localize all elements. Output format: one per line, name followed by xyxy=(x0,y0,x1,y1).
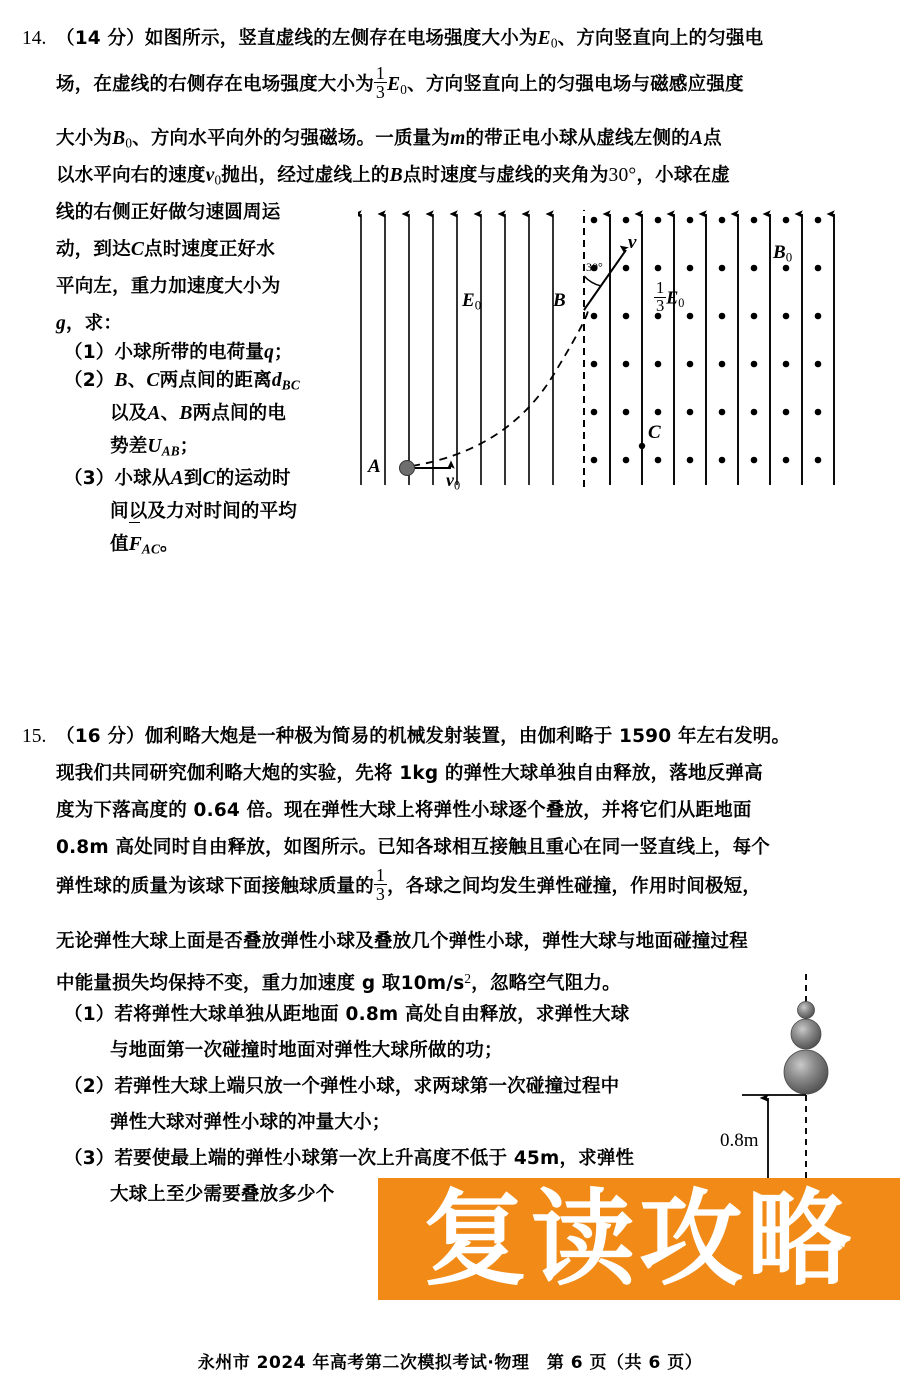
large-elastic-ball xyxy=(784,1050,828,1094)
problem-14-line-4: 以水平向右的速度$v_0$抛出，经过虚线上的B点时速度与虚线的夹角为30°，小球在虚 xyxy=(56,165,730,188)
label-b0: $B_0$ xyxy=(773,242,793,265)
label-point-b: B xyxy=(553,290,566,311)
problem-15-line-7: 中能量损失均保持不变，重力加速度 g 取$10m/s^2$，忽略空气阻力。 xyxy=(56,971,621,994)
label-drop-height: 0.8m xyxy=(720,1130,759,1151)
problem-14-sub-2-line-1: （2）B、C两点间的距离$d_{BC}$ xyxy=(64,370,300,393)
problem-15-line-4: 0.8m 高处同时自由释放，如图所示。已知各球相互接触且重心在同一竖直线上，每个 xyxy=(56,837,770,858)
problem-15-sub-2-line-2: 弹性大球对弹性小球的冲量大小； xyxy=(110,1112,391,1133)
f-bar-symbol: F xyxy=(129,524,142,565)
problem-15-line-5: 弹性球的质量为该球下面接触球质量的 $\frac{1}{3}$ ，各球之间均发生弹性碰撞，作用时间极短， xyxy=(56,865,762,905)
fraction-numerator: 1 xyxy=(375,865,386,885)
problem-15-line-3: 度为下落高度的 0.64 倍。现在弹性大球上将弹性小球逐个叠放，并将它们从距地面 xyxy=(56,800,752,821)
label-velocity-v: v xyxy=(628,232,637,253)
problem-14-col-line-4: g，求： xyxy=(56,313,123,334)
trajectory-path xyxy=(412,308,588,466)
label-third-e0: $\frac{1}{3}$ $E_0$ xyxy=(656,278,685,315)
label-point-c: C xyxy=(648,422,661,443)
problem-15-line-2: 现我们共同研究伽利略大炮的实验，先将 1kg 的弹性大球单独自由释放，落地反弹高 xyxy=(56,763,763,784)
problem-14-line-2: 场，在虚线的右侧存在电场强度大小为 $\frac{1}{3}$ $E_0$、方向竖直向上的匀强电场与磁感应强度 xyxy=(56,63,744,103)
problem-15-sub-2-line-1: （2）若弹性大球上端只放一个弹性小球，求两球第一次碰撞过程中 xyxy=(64,1076,620,1097)
charged-ball-at-a xyxy=(400,461,415,476)
fraction-numerator: 1 xyxy=(375,63,386,83)
label-point-a: A xyxy=(368,456,381,477)
problem-14-sub-1: （1）小球所带的电荷量q； xyxy=(64,342,293,363)
fraction-denominator: 3 xyxy=(375,884,386,905)
e-field-lines-left xyxy=(361,214,553,485)
footer-text: 永州市 2024 年高考第二次模拟考试·物理 第 6 页（共 6 页） xyxy=(197,1353,703,1373)
problem-15-line-6: 无论弹性大球上面是否叠放弹性小球及叠放几个弹性小球，弹性大球与地面碰撞过程 xyxy=(56,931,748,952)
problem-15-sub-3-line-2: 大球上至少需要叠放多少个 xyxy=(110,1184,335,1205)
problem-15-number: 15. xyxy=(22,726,47,747)
problem-14-sub-2-line-2: 以及A、B两点间的电 xyxy=(110,403,287,424)
problem-15-figure xyxy=(718,962,900,1192)
problem-14-col-line-3: 平向左，重力加速度大小为 xyxy=(56,276,281,297)
small-elastic-ball xyxy=(798,1002,815,1019)
label-e0: $E_0$ xyxy=(462,290,482,313)
problem-14-line-3: 大小为$B_0$、方向水平向外的匀强磁场。一质量为m的带正电小球从虚线左侧的A点 xyxy=(56,128,722,151)
fraction-denominator: 3 xyxy=(375,82,386,103)
problem-15-sub-1-line-2: 与地面第一次碰撞时地面对弹性大球所做的功； xyxy=(110,1040,503,1061)
problem-14-col-line-1: 线的右侧正好做匀速圆周运 xyxy=(56,202,281,223)
problem-15-sub-1-line-1: （1）若将弹性大球单独从距地面 0.8m 高处自由释放，求弹性大球 xyxy=(64,1004,630,1025)
problem-14-number: 14. xyxy=(22,28,47,49)
watermark-banner xyxy=(378,1178,900,1300)
problem-14-line-1: （14 分）如图所示，竖直虚线的左侧存在电场强度大小为$E_0$、方向竖直向上的匀强电 xyxy=(56,28,764,51)
watermark-text: 复读攻略 xyxy=(422,1178,855,1300)
medium-elastic-ball xyxy=(791,1019,821,1049)
angle-arc-30 xyxy=(584,276,601,286)
page-footer xyxy=(0,1348,900,1373)
label-velocity-v0: $v_0$ xyxy=(446,470,461,493)
velocity-vector-v xyxy=(584,250,626,310)
problem-14-sub-2-line-3: 势差$U_{AB}$； xyxy=(110,436,199,459)
label-angle-30: 30° xyxy=(586,260,603,274)
problem-14-sub-3-line-3: 值$F_{AC}$。 xyxy=(110,524,179,570)
problem-14-sub-3-line-1: （3）小球从A到C的运动时 xyxy=(64,468,291,489)
problem-14-sub-3-line-2: 间以及力对时间的平均 xyxy=(110,501,298,522)
point-c-marker xyxy=(639,443,645,449)
problem-14-figure xyxy=(358,198,858,493)
problem-14-col-line-2: 动，到达C点时速度正好水 xyxy=(56,239,275,260)
problem-15-line-1: （16 分）伽利略大炮是一种极为简易的机械发射装置，由伽利略于 1590 年左右发明。 xyxy=(56,726,791,747)
problem-15-sub-3-line-1: （3）若要使最上端的弹性小球第一次上升高度不低于 45m，求弹性 xyxy=(64,1148,635,1169)
